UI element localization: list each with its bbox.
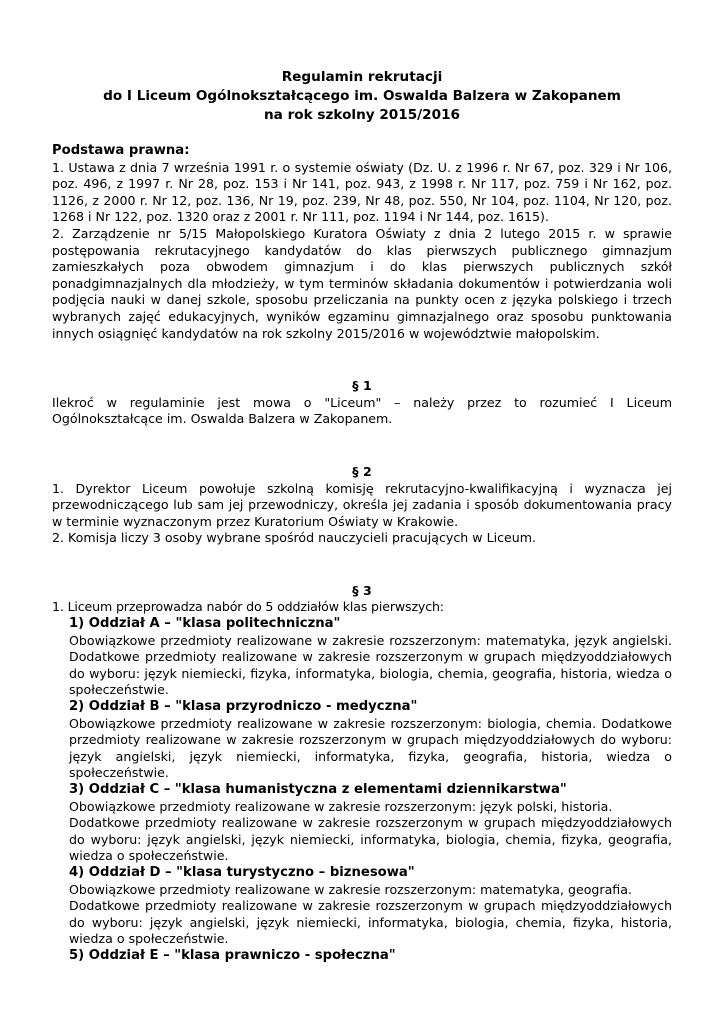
class-d-text-2: Dodatkowe przedmioty realizowane w zakresie rozszerzonym w grupach międzyoddziałowych do wyboru: język angielski, język niemiecki, informatyka, biologia, chemia, fizyka, historia, wiedza o społeczeństwie. xyxy=(69,898,672,947)
class-c-text-2: Dodatkowe przedmioty realizowane w zakresie rozszerzonym w grupach międzyoddziałowych do wyboru: język angielski, język niemiecki, informatyka, biologia, chemia, fizyka, geografia, wiedza o społeczeństwie. xyxy=(69,815,672,864)
legal-basis-heading: Podstawa prawna: xyxy=(52,143,190,158)
class-d-title: 4) Oddział D – "klasa turystyczno – biznesowa" xyxy=(69,864,415,880)
section-1-text: Ilekroć w regulaminie jest mowa o "Liceum" – należy przez to rozumieć I Liceum Ogólnokształcące im. Oswalda Balzera w Zakopanem. xyxy=(52,394,672,427)
section-3-heading: § 3 xyxy=(352,582,372,598)
class-a-title: 1) Oddział A – "klasa politechniczna" xyxy=(69,616,341,632)
class-e-title: 5) Oddział E – "klasa prawniczo - społeczna" xyxy=(69,947,396,963)
class-d-text-1: Obowiązkowe przedmioty realizowane w zakresie rozszerzonym: matematyka, geografia. xyxy=(69,881,632,897)
section-2-item-2: 2. Komisja liczy 3 osoby wybrane spośród nauczycieli pracujących w Liceum. xyxy=(52,530,537,546)
section-2-item-1: 1. Dyrektor Liceum powołuje szkolną komisję rekrutacyjno-kwalifikacyjną i wyznacza jej przewodniczącego lub sam jej przewodniczy, określa jej zadania i sposób dokumentowania pracy w terminie wyznaczonym przez Kuratorium Oświaty w Krakowie. xyxy=(52,480,672,529)
title-line-1: Regulamin rekrutacji xyxy=(281,69,443,85)
section-2-heading: § 2 xyxy=(352,463,372,479)
title-line-3: na rok szkolny 2015/2016 xyxy=(264,107,460,123)
class-b-title: 2) Oddział B – "klasa przyrodniczo - medyczna" xyxy=(69,699,418,715)
class-b-text: Obowiązkowe przedmioty realizowane w zakresie rozszerzonym: biologia, chemia. Dodatkowe przedmioty realizowane w zakresie rozszerzonym w grupach międzyoddziałowych do wyboru: język angielski, język niemiecki, informatyka, fizyka, geografia, historia, wiedza o społeczeństwie. xyxy=(69,715,672,781)
document-content xyxy=(52,68,672,965)
section-1-heading: § 1 xyxy=(352,378,372,394)
legal-basis-item-1: 1. Ustawa z dnia 7 września 1991 r. o systemie oświaty (Dz. U. z 1996 r. Nr 67, poz. 329 i Nr 106, poz. 496, z 1997 r. Nr 28, poz. 153 i Nr 141, poz. 943, z 1998 r. Nr 117, poz. 759 i Nr 162, poz. 1126, z 2000 r. Nr 12, poz. 136, Nr 19, poz. 239, Nr 48, poz. 550, Nr 104, poz. 1104, Nr 120, poz. 1268 i Nr 122, poz. 1320 oraz z 2001 r. Nr 111, poz. 1194 i Nr 144, poz. 1615). xyxy=(52,159,672,225)
class-a-text: Obowiązkowe przedmioty realizowane w zakresie rozszerzonym: matematyka, język angielski. Dodatkowe przedmioty realizowane w zakresie rozszerzonym w grupach międzyoddziałowych do wyboru: język niemiecki, fizyka, informatyka, biologia, chemia, geografia, historia, wiedza o społeczeństwie. xyxy=(69,632,672,698)
class-list xyxy=(52,616,672,964)
section-3-intro: 1. Liceum przeprowadza nabór do 5 oddziałów klas pierwszych: xyxy=(52,599,444,615)
class-c-text-1: Obowiązkowe przedmioty realizowane w zakresie rozszerzonym: język polski, historia. xyxy=(69,798,613,814)
document-title xyxy=(52,68,672,125)
legal-basis-item-2: 2. Zarządzenie nr 5/15 Małopolskiego Kuratora Oświaty z dnia 2 lutego 2015 r. w sprawie postępowania rekrutacyjnego kandydatów do klas pierwszych publicznego gimnazjum zamieszkałych poza obwodem gimnazjum i do klas pierwszych publicznych szkół ponadgimnazjalnych dla młodzieży, w tym terminów składania dokumentów i potwierdzania woli podjęcia nauki w danej szkole, sposobu przeliczania na punkty ocen z języka polskiego i trzech wybranych zajęć edukacyjnych, wyników egzaminu gimnazjalnego oraz sposobu punktowania innych osiągnięć kandydatów na rok szkolny 2015/2016 w województwie małopolskim. xyxy=(52,225,672,341)
title-line-2: do I Liceum Ogólnokształcącego im. Oswalda Balzera w Zakopanem xyxy=(103,88,621,104)
class-c-title: 3) Oddział C – "klasa humanistyczna z elementami dziennikarstwa" xyxy=(69,782,567,797)
